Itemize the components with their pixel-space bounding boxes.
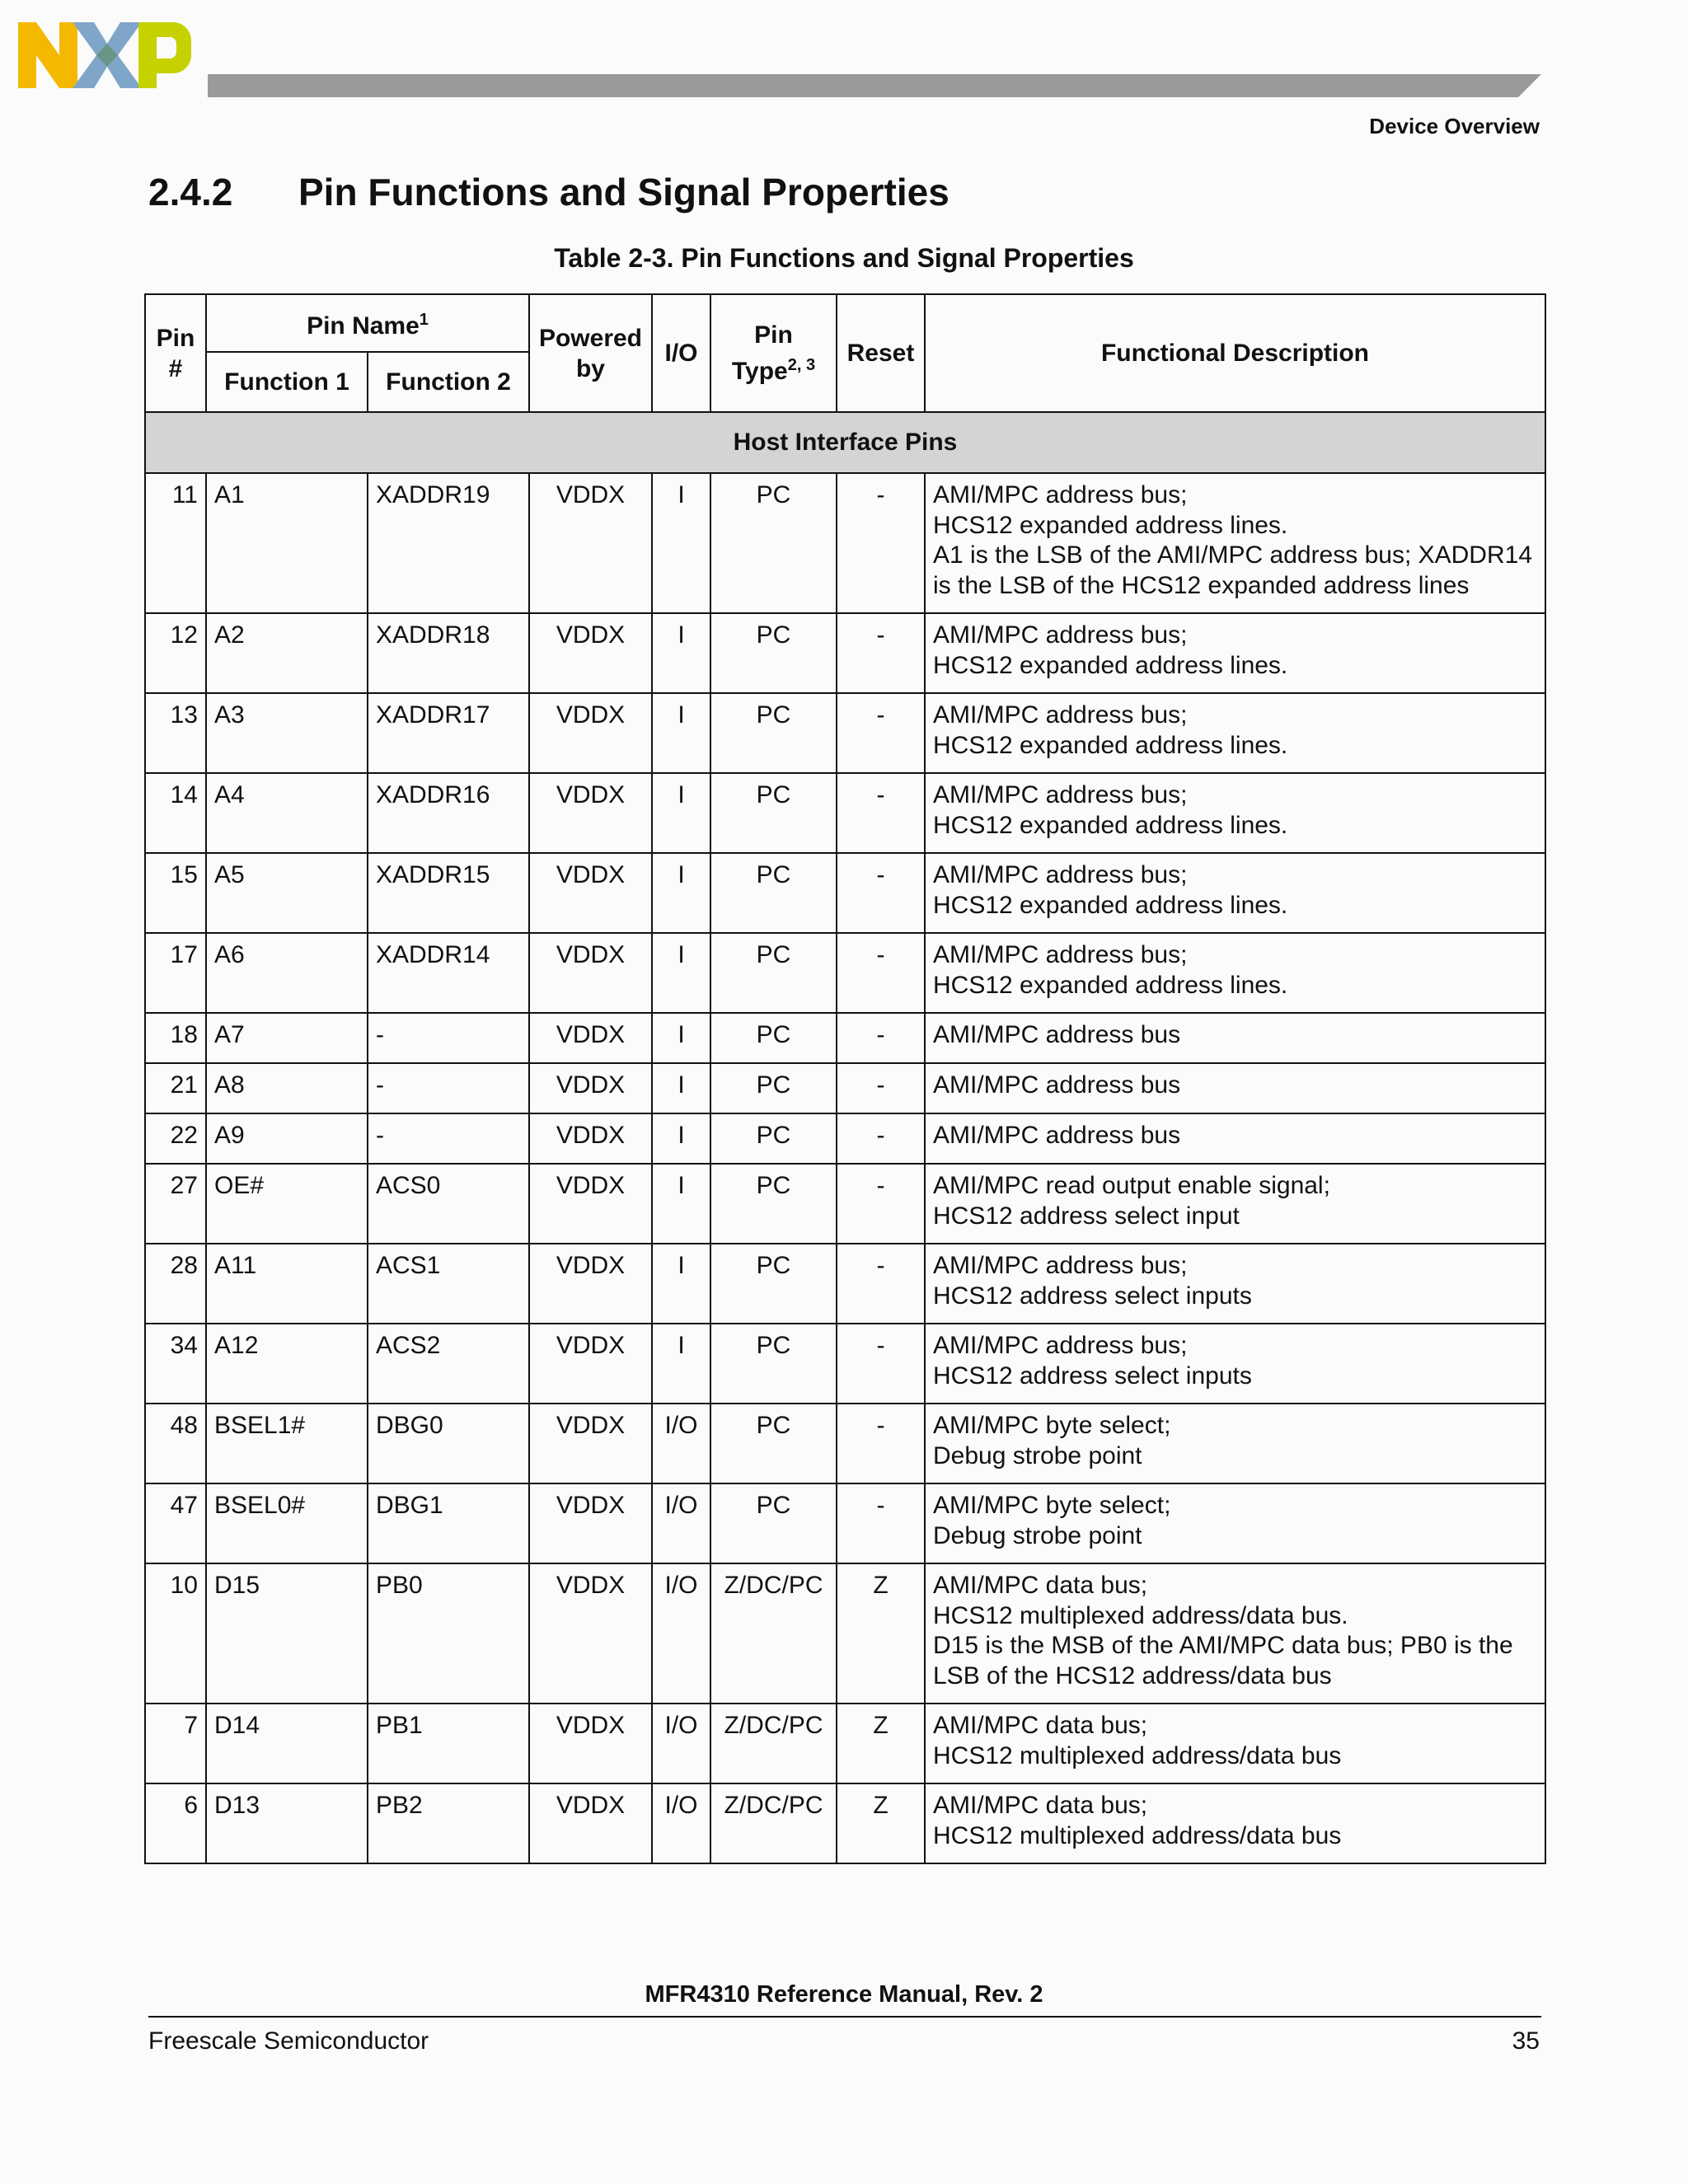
cell-reset: - <box>837 1164 925 1244</box>
cell-reset: - <box>837 1063 925 1113</box>
table-row <box>145 1244 1545 1324</box>
cell-io: I <box>652 1164 710 1244</box>
cell-function-1: A4 <box>206 773 368 853</box>
section-title: Pin Functions and Signal Properties <box>298 171 950 213</box>
cell-pin-type: PC <box>710 1013 837 1063</box>
section-number: 2.4.2 <box>148 171 233 213</box>
cell-functional-description <box>925 1404 1545 1483</box>
description-line: AMI/MPC address bus; <box>933 781 1188 808</box>
cell-io: I <box>652 933 710 1013</box>
cell-powered-by: VDDX <box>529 1483 652 1563</box>
cell-function-1: BSEL1# <box>206 1404 368 1483</box>
cell-powered-by: VDDX <box>529 853 652 933</box>
cell-pin-type: PC <box>710 1404 837 1483</box>
description-line: HCS12 multiplexed address/data bus <box>933 1821 1342 1849</box>
cell-functional-description <box>925 1013 1545 1063</box>
cell-pin-type: PC <box>710 1483 837 1563</box>
cell-pin: 28 <box>145 1244 206 1324</box>
cell-reset: - <box>837 1113 925 1164</box>
cell-function-2: - <box>368 1013 529 1063</box>
pin-functions-table <box>144 293 1546 1864</box>
cell-pin-type: PC <box>710 1063 837 1113</box>
table-row <box>145 1164 1545 1244</box>
cell-reset: - <box>837 1013 925 1063</box>
cell-io: I <box>652 1013 710 1063</box>
description-line: AMI/MPC data bus; <box>933 1712 1148 1739</box>
cell-pin: 12 <box>145 613 206 693</box>
table-row <box>145 1563 1545 1704</box>
cell-functional-description <box>925 1113 1545 1164</box>
cell-powered-by: VDDX <box>529 1324 652 1404</box>
cell-functional-description <box>925 1324 1545 1404</box>
description-line: HCS12 multiplexed address/data bus. <box>933 1601 1348 1629</box>
description-line: AMI/MPC address bus; <box>933 701 1188 729</box>
cell-function-2: ACS2 <box>368 1324 529 1404</box>
description-line: is the LSB of the HCS12 expanded address lines <box>933 571 1470 599</box>
cell-pin: 22 <box>145 1113 206 1164</box>
description-line: HCS12 address select inputs <box>933 1282 1252 1310</box>
description-line: HCS12 expanded address lines. <box>933 651 1288 679</box>
cell-pin-type: PC <box>710 613 837 693</box>
cell-reset: - <box>837 853 925 933</box>
cell-pin-type: Z/DC/PC <box>710 1563 837 1704</box>
table-row <box>145 693 1545 773</box>
cell-powered-by: VDDX <box>529 1783 652 1863</box>
cell-pin-type: PC <box>710 1324 837 1404</box>
cell-io: I <box>652 473 710 613</box>
header-pin-name: Pin Name$^1$ <box>206 294 529 352</box>
cell-powered-by: VDDX <box>529 613 652 693</box>
description-line: HCS12 multiplexed address/data bus <box>933 1741 1342 1769</box>
table-caption: Table 2-3. Pin Functions and Signal Properties <box>554 243 1134 273</box>
description-line: HCS12 address select inputs <box>933 1361 1252 1390</box>
cell-io: I/O <box>652 1704 710 1783</box>
description-line: AMI/MPC address bus <box>933 1021 1181 1048</box>
cell-pin-type: PC <box>710 933 837 1013</box>
cell-functional-description <box>925 693 1545 773</box>
cell-function-2: DBG0 <box>368 1404 529 1483</box>
description-line: AMI/MPC byte select; <box>933 1412 1171 1439</box>
nxp-logo <box>18 22 191 88</box>
cell-pin: 18 <box>145 1013 206 1063</box>
cell-powered-by: VDDX <box>529 693 652 773</box>
cell-reset: - <box>837 1404 925 1483</box>
cell-reset: - <box>837 613 925 693</box>
description-line: AMI/MPC data bus; <box>933 1572 1148 1599</box>
cell-pin: 47 <box>145 1483 206 1563</box>
cell-functional-description <box>925 1783 1545 1863</box>
table-row <box>145 473 1545 613</box>
cell-pin: 17 <box>145 933 206 1013</box>
table-row <box>145 1483 1545 1563</box>
cell-reset: Z <box>837 1704 925 1783</box>
cell-function-2: - <box>368 1113 529 1164</box>
cell-reset: - <box>837 773 925 853</box>
cell-powered-by: VDDX <box>529 1563 652 1704</box>
cell-pin-type: PC <box>710 473 837 613</box>
cell-function-1: OE# <box>206 1164 368 1244</box>
header-bar <box>208 74 1541 97</box>
cell-powered-by: VDDX <box>529 1113 652 1164</box>
description-line: HCS12 expanded address lines. <box>933 731 1288 759</box>
description-line: AMI/MPC address bus; <box>933 481 1188 509</box>
cell-function-2: DBG1 <box>368 1483 529 1563</box>
description-line: HCS12 address select input <box>933 1202 1240 1230</box>
description-line: D15 is the MSB of the AMI/MPC data bus; PB0 is the <box>933 1632 1513 1659</box>
table-row <box>145 853 1545 933</box>
cell-pin: 15 <box>145 853 206 933</box>
section-row-host-interface: Host Interface Pins <box>145 412 1545 473</box>
cell-function-1: A2 <box>206 613 368 693</box>
cell-powered-by: VDDX <box>529 1404 652 1483</box>
header-function-2: Function 2 <box>368 352 529 412</box>
header-pin-type: Pin Type$^{2, 3}$ <box>710 294 837 412</box>
cell-io: I <box>652 1063 710 1113</box>
cell-function-1: D14 <box>206 1704 368 1783</box>
cell-powered-by: VDDX <box>529 933 652 1013</box>
cell-functional-description <box>925 773 1545 853</box>
cell-function-1: A6 <box>206 933 368 1013</box>
cell-pin: 14 <box>145 773 206 853</box>
cell-function-2: PB1 <box>368 1704 529 1783</box>
description-line: A1 is the LSB of the AMI/MPC address bus; XADDR14 <box>933 541 1533 569</box>
cell-function-1: A7 <box>206 1013 368 1063</box>
cell-functional-description <box>925 473 1545 613</box>
cell-functional-description <box>925 1483 1545 1563</box>
table-row <box>145 1063 1545 1113</box>
table-row <box>145 1404 1545 1483</box>
cell-reset: - <box>837 473 925 613</box>
cell-pin-type: PC <box>710 773 837 853</box>
cell-function-1: D13 <box>206 1783 368 1863</box>
cell-powered-by: VDDX <box>529 1704 652 1783</box>
cell-function-2: PB0 <box>368 1563 529 1704</box>
table-row <box>145 773 1545 853</box>
footer-company: Freescale Semiconductor <box>148 2027 429 2055</box>
cell-pin-type: PC <box>710 853 837 933</box>
cell-reset: - <box>837 1324 925 1404</box>
description-line: Debug strobe point <box>933 1441 1142 1469</box>
cell-functional-description <box>925 1164 1545 1244</box>
cell-function-2: XADDR16 <box>368 773 529 853</box>
description-line: AMI/MPC byte select; <box>933 1492 1171 1519</box>
cell-io: I/O <box>652 1563 710 1704</box>
description-line: HCS12 expanded address lines. <box>933 891 1288 919</box>
cell-function-2: XADDR18 <box>368 613 529 693</box>
cell-function-2: ACS0 <box>368 1164 529 1244</box>
cell-pin: 48 <box>145 1404 206 1483</box>
cell-io: I <box>652 1324 710 1404</box>
description-line: AMI/MPC read output enable signal; <box>933 1172 1330 1199</box>
description-line: AMI/MPC address bus; <box>933 1252 1188 1279</box>
header-powered-by: Powered by <box>529 294 652 412</box>
cell-function-2: - <box>368 1063 529 1113</box>
footer-title: MFR4310 Reference Manual, Rev. 2 <box>645 1981 1043 2008</box>
cell-functional-description <box>925 853 1545 933</box>
cell-io: I <box>652 853 710 933</box>
cell-function-2: XADDR19 <box>368 473 529 613</box>
cell-function-1: A1 <box>206 473 368 613</box>
cell-function-2: XADDR15 <box>368 853 529 933</box>
table-row <box>145 1013 1545 1063</box>
cell-function-2: XADDR17 <box>368 693 529 773</box>
cell-pin-type: Z/DC/PC <box>710 1704 837 1783</box>
cell-function-1: A5 <box>206 853 368 933</box>
cell-io: I/O <box>652 1483 710 1563</box>
cell-reset: Z <box>837 1783 925 1863</box>
cell-functional-description <box>925 613 1545 693</box>
description-line: AMI/MPC address bus; <box>933 621 1188 649</box>
cell-functional-description <box>925 1704 1545 1783</box>
cell-function-2: PB2 <box>368 1783 529 1863</box>
cell-io: I/O <box>652 1404 710 1483</box>
cell-function-1: A9 <box>206 1113 368 1164</box>
cell-io: I <box>652 773 710 853</box>
cell-reset: - <box>837 1483 925 1563</box>
cell-functional-description <box>925 1063 1545 1113</box>
cell-pin-type: PC <box>710 1244 837 1324</box>
description-line: AMI/MPC address bus; <box>933 861 1188 888</box>
table-row <box>145 1113 1545 1164</box>
header-reset: Reset <box>837 294 925 412</box>
header-functional-description: Functional Description <box>925 294 1545 412</box>
cell-function-1: A11 <box>206 1244 368 1324</box>
cell-function-1: BSEL0# <box>206 1483 368 1563</box>
cell-powered-by: VDDX <box>529 1164 652 1244</box>
header-function-1: Function 1 <box>206 352 368 412</box>
description-line: AMI/MPC address bus <box>933 1071 1181 1099</box>
description-line: AMI/MPC address bus; <box>933 941 1188 968</box>
header-io: I/O <box>652 294 710 412</box>
cell-pin-type: Z/DC/PC <box>710 1783 837 1863</box>
cell-reset: - <box>837 693 925 773</box>
cell-powered-by: VDDX <box>529 1013 652 1063</box>
description-line: LSB of the HCS12 address/data bus <box>933 1661 1332 1690</box>
description-line: HCS12 expanded address lines. <box>933 811 1288 839</box>
table-row <box>145 1783 1545 1863</box>
cell-pin: 6 <box>145 1783 206 1863</box>
cell-function-2: ACS1 <box>368 1244 529 1324</box>
page-number: 35 <box>1512 2027 1540 2055</box>
cell-powered-by: VDDX <box>529 1063 652 1113</box>
cell-functional-description <box>925 1563 1545 1704</box>
description-line: AMI/MPC address bus <box>933 1122 1181 1149</box>
cell-io: I/O <box>652 1783 710 1863</box>
cell-pin-type: PC <box>710 693 837 773</box>
cell-pin: 7 <box>145 1704 206 1783</box>
description-line: HCS12 expanded address lines. <box>933 971 1288 999</box>
cell-function-1: D15 <box>206 1563 368 1704</box>
cell-pin: 21 <box>145 1063 206 1113</box>
cell-function-2: XADDR14 <box>368 933 529 1013</box>
cell-io: I <box>652 613 710 693</box>
table-row <box>145 613 1545 693</box>
description-line: HCS12 expanded address lines. <box>933 511 1288 539</box>
cell-reset: - <box>837 933 925 1013</box>
cell-io: I <box>652 693 710 773</box>
cell-io: I <box>652 1244 710 1324</box>
description-line: AMI/MPC data bus; <box>933 1792 1148 1819</box>
running-header: Device Overview <box>1369 114 1540 138</box>
header-pin: Pin # <box>145 294 206 412</box>
cell-function-1: A8 <box>206 1063 368 1113</box>
cell-powered-by: VDDX <box>529 1244 652 1324</box>
cell-io: I <box>652 1113 710 1164</box>
cell-pin: 10 <box>145 1563 206 1704</box>
description-line: AMI/MPC address bus; <box>933 1332 1188 1359</box>
cell-reset: - <box>837 1244 925 1324</box>
cell-functional-description <box>925 933 1545 1013</box>
table-row <box>145 1704 1545 1783</box>
table-row <box>145 1324 1545 1404</box>
cell-function-1: A12 <box>206 1324 368 1404</box>
cell-functional-description <box>925 1244 1545 1324</box>
cell-function-1: A3 <box>206 693 368 773</box>
table-row <box>145 933 1545 1013</box>
cell-pin-type: PC <box>710 1113 837 1164</box>
cell-pin: 11 <box>145 473 206 613</box>
cell-powered-by: VDDX <box>529 473 652 613</box>
cell-pin: 34 <box>145 1324 206 1404</box>
cell-pin-type: PC <box>710 1164 837 1244</box>
cell-powered-by: VDDX <box>529 773 652 853</box>
description-line: Debug strobe point <box>933 1521 1142 1549</box>
cell-reset: Z <box>837 1563 925 1704</box>
cell-pin: 27 <box>145 1164 206 1244</box>
footer-rule <box>148 2016 1541 2018</box>
cell-pin: 13 <box>145 693 206 773</box>
